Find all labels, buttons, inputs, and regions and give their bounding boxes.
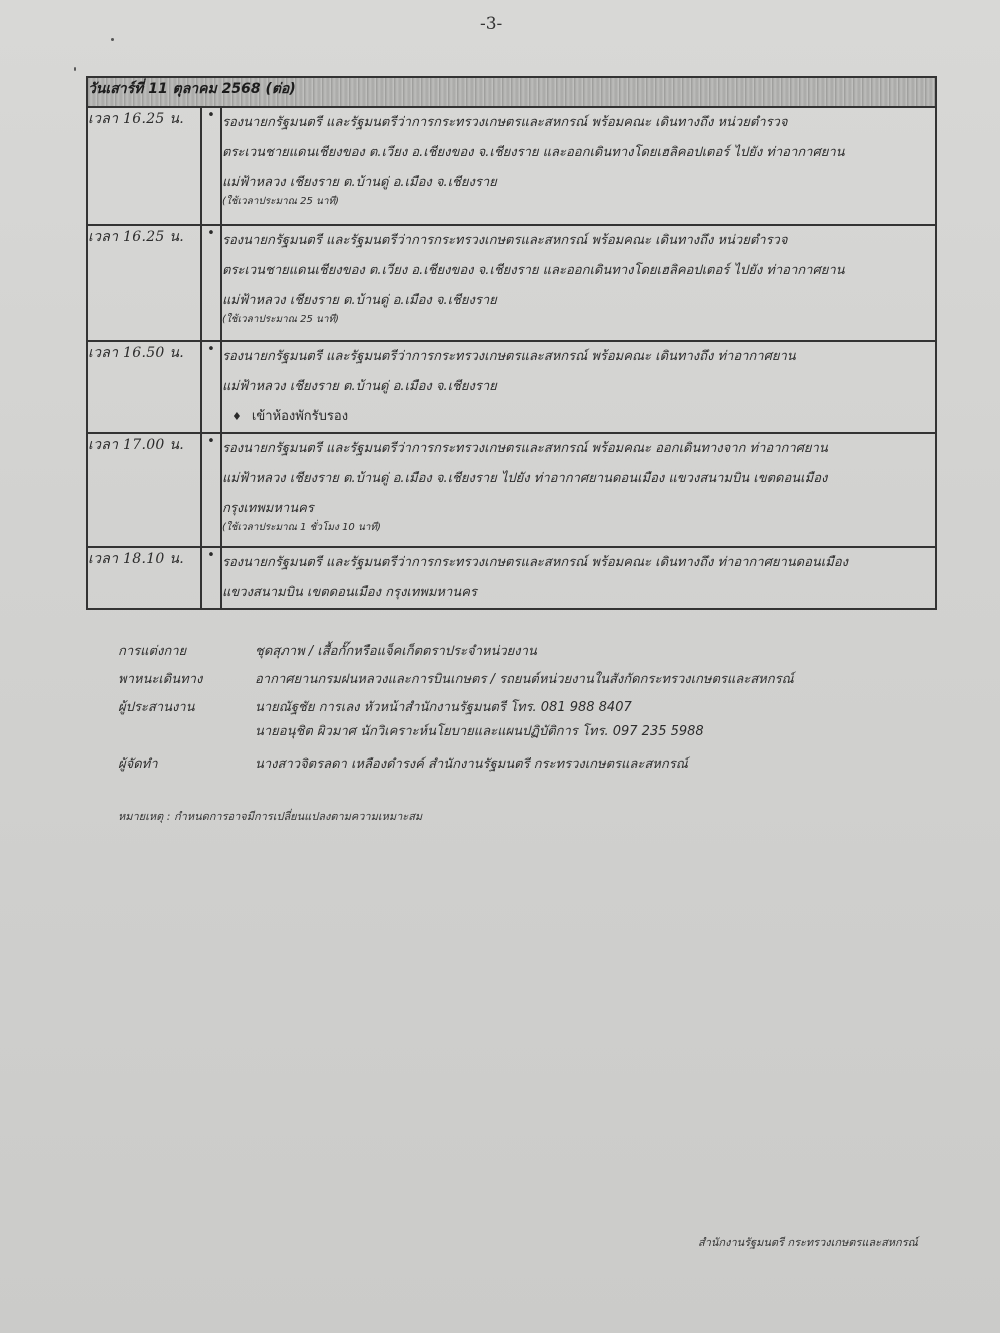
schedule-row [87, 225, 936, 341]
time-cell: เวลา 17.00 น. [87, 433, 201, 547]
time-cell: เวลา 16.50 น. [87, 341, 201, 433]
schedule-row [87, 433, 936, 547]
time-cell: เวลา 18.10 น. [87, 547, 201, 609]
coordinator-label: ผู้ประสานงาน [118, 700, 195, 715]
dress-code-value: ชุดสุภาพ / เสื้อกั๊กหรือแจ็คเก็ตตราประจำหน่วยงาน [255, 644, 537, 659]
bullet-icon: • [201, 225, 221, 341]
description-line: รองนายกรัฐมนตรี และรัฐมนตรีว่าการกระทรวงเกษตรและสหกรณ์ พร้อมคณะ เดินทางถึง ท่าอากาศยาน [222, 349, 796, 364]
footer-office: สำนักงานรัฐมนตรี กระทรวงเกษตรและสหกรณ์ [698, 1236, 918, 1249]
schedule-table [86, 76, 937, 610]
diamond-bullet-icon: ♦ [232, 410, 242, 423]
time-cell: เวลา 16.25 น. [87, 225, 201, 341]
bullet-icon: • [201, 341, 221, 433]
bullet-icon: • [201, 547, 221, 609]
scan-speck [74, 67, 76, 71]
date-header: วันเสาร์ที่ 11 ตุลาคม 2568 (ต่อ) [87, 77, 936, 107]
sub-item-text: เข้าห้องพักรับรอง [251, 409, 349, 424]
page-number: -3- [480, 14, 503, 34]
description-line: รองนายกรัฐมนตรี และรัฐมนตรีว่าการกระทรวงเกษตรและสหกรณ์ พร้อมคณะ เดินทางถึง หน่วยตำรวจ [222, 233, 788, 248]
duration-text: (ใช้เวลาประมาณ 1 ชั่วโมง 10 นาที) [222, 522, 381, 533]
description-cell [221, 433, 936, 547]
description-line: รองนายกรัฐมนตรี และรัฐมนตรีว่าการกระทรวงเกษตรและสหกรณ์ พร้อมคณะ เดินทางถึง หน่วยตำรวจ [222, 115, 788, 130]
description-line: ตระเวนชายแดนเชียงของ ต.เวียง อ.เชียงของ จ.เชียงราย และออกเดินทางโดยเฮลิคอปเตอร์ ไปยัง ท่าอากาศยาน [222, 263, 845, 278]
note-text: หมายเหตุ : กำหนดการอาจมีการเปลี่ยนแปลงตามความเหมาะสม [118, 810, 423, 823]
schedule-row [87, 547, 936, 609]
coordinator-value: นายณัฐชัย การเลง หัวหน้าสำนักงานรัฐมนตรี โทร. 081 988 8407 [255, 700, 632, 715]
description-line: แม่ฟ้าหลวง เชียงราย ต.บ้านดู่ อ.เมือง จ.เชียงราย ไปยัง ท่าอากาศยานดอนเมือง แขวงสนามบิน เขตดอนเมือง [222, 471, 828, 486]
duration-text: (ใช้เวลาประมาณ 25 นาที) [222, 314, 339, 325]
coordinator-value-2: นายอนุชิต ผิวมาศ นักวิเคราะห์นโยบายและแผนปฏิบัติการ โทร. 097 235 5988 [255, 724, 704, 739]
schedule-row [87, 107, 936, 225]
scan-speck [111, 38, 114, 41]
description-cell [221, 341, 936, 433]
description-line: แขวงสนามบิน เขตดอนเมือง กรุงเทพมหานคร [222, 585, 477, 600]
organizer-label: ผู้จัดทำ [118, 757, 158, 772]
description-line: รองนายกรัฐมนตรี และรัฐมนตรีว่าการกระทรวงเกษตรและสหกรณ์ พร้อมคณะ เดินทางถึง ท่าอากาศยานดอนเมือง [222, 555, 848, 570]
description-line: แม่ฟ้าหลวง เชียงราย ต.บ้านดู่ อ.เมือง จ.เชียงราย [222, 293, 497, 308]
duration-text: (ใช้เวลาประมาณ 25 นาที) [222, 196, 339, 207]
bullet-icon: • [201, 433, 221, 547]
sub-item [222, 402, 935, 432]
bullet-icon: • [201, 107, 221, 225]
description-cell [221, 107, 936, 225]
time-cell: เวลา 16.25 น. [87, 107, 201, 225]
description-line: แม่ฟ้าหลวง เชียงราย ต.บ้านดู่ อ.เมือง จ.เชียงราย [222, 175, 497, 190]
schedule-date-row [87, 77, 936, 107]
vehicle-label: พาหนะเดินทาง [118, 672, 203, 687]
organizer-value: นางสาวจิตรลดา เหลืองดำรงค์ สำนักงานรัฐมนตรี กระทรวงเกษตรและสหกรณ์ [255, 757, 688, 772]
schedule-row [87, 341, 936, 433]
description-cell [221, 547, 936, 609]
dress-code-label: การแต่งกาย [118, 644, 187, 659]
description-line: รองนายกรัฐมนตรี และรัฐมนตรีว่าการกระทรวงเกษตรและสหกรณ์ พร้อมคณะ ออกเดินทางจาก ท่าอากาศยาน [222, 441, 828, 456]
description-line: ตระเวนชายแดนเชียงของ ต.เวียง อ.เชียงของ จ.เชียงราย และออกเดินทางโดยเฮลิคอปเตอร์ ไปยัง ท่าอากาศยาน [222, 145, 845, 160]
description-line: แม่ฟ้าหลวง เชียงราย ต.บ้านดู่ อ.เมือง จ.เชียงราย [222, 379, 497, 394]
vehicle-value: อากาศยานกรมฝนหลวงและการบินเกษตร / รถยนต์หน่วยงานในสังกัดกระทรวงเกษตรและสหกรณ์ [255, 672, 794, 687]
description-cell [221, 225, 936, 341]
description-line: กรุงเทพมหานคร [222, 501, 314, 516]
